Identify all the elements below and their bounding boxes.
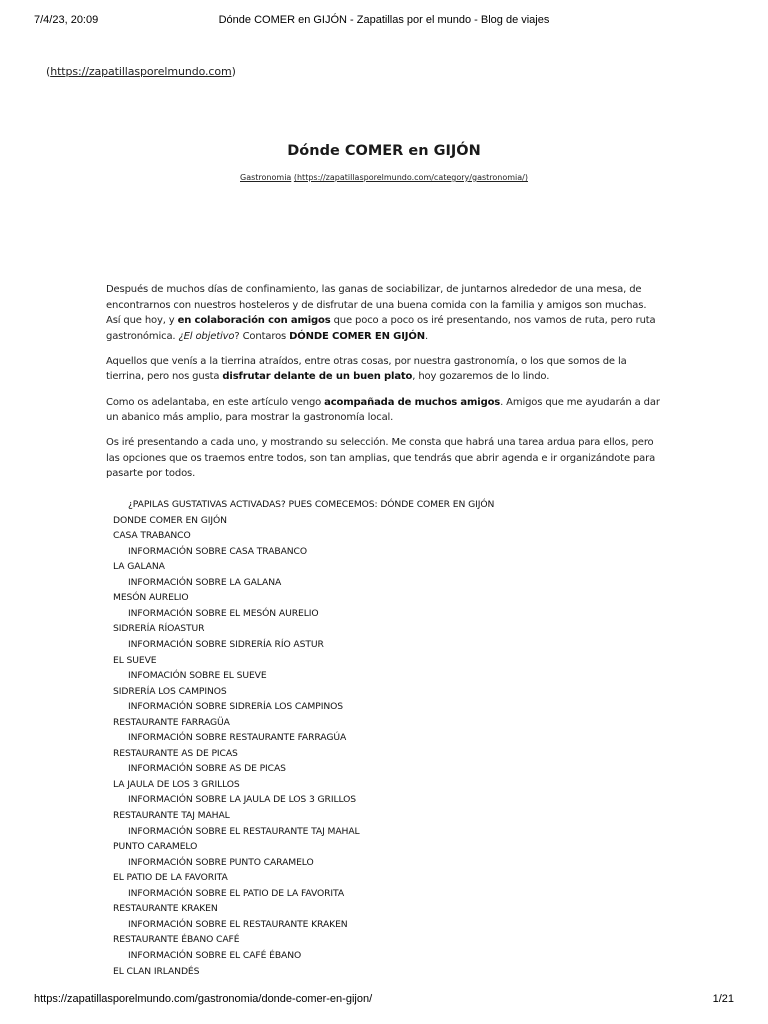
print-title: Dónde COMER en GIJÓN - Zapatillas por el mundo - Blog de viajes (218, 14, 550, 26)
toc-subsection-link[interactable]: INFORMACIÓN SOBRE LA GALANA (128, 576, 282, 588)
toc-section-link[interactable]: MESÓN AURELIO (113, 592, 189, 604)
p1-text-a: Después de muchos días de confinamiento, las ganas de sociabilizar, de juntarnos alrededor de una mesa, de encontrarnos con nuestros hosteleros y de disfrutar de una buena comida con la familia y amigos son muchas. Así que hoy, y (106, 284, 647, 327)
toc-subsection-link[interactable]: INFORMACIÓN SOBRE AS DE PICAS (128, 763, 286, 775)
p1-text-e: ? Contaros (234, 330, 290, 342)
paragraph-1 (106, 282, 660, 344)
toc-subsection-link[interactable]: INFORMACIÓN SOBRE PUNTO CARAMELO (128, 856, 314, 868)
toc-subsection-link[interactable]: INFORMACIÓN SOBRE SIDRERÍA LOS CAMPINOS (128, 701, 343, 713)
page-number: 1/21 (712, 993, 734, 1005)
toc-subsection-link[interactable]: INFORMACIÓN SOBRE CASA TRABANCO (128, 545, 307, 557)
category-url[interactable]: (https://zapatillasporelmundo.com/category/gastronomia/) (293, 173, 528, 182)
p3-text-a: Como os adelantaba, en este artículo vengo (106, 396, 325, 408)
p1-bold-collab: en colaboración con amigos (177, 315, 331, 327)
toc-section-link[interactable]: SIDRERÍA RÍOASTUR (113, 623, 205, 635)
toc-section-link[interactable]: DONDE COMER EN GIJÓN (113, 514, 227, 526)
toc-subsection-link[interactable]: INFORMACIÓN SOBRE EL RESTAURANTE KRAKEN (128, 918, 348, 930)
print-date: 7/4/23, 20:09 (34, 14, 99, 26)
toc-section-link[interactable]: RESTAURANTE AS DE PICAS (113, 747, 238, 759)
toc-section-link[interactable]: SIDRERÍA LOS CAMPINOS (113, 685, 227, 697)
p2-text-a: Aquellos que venís a la tierrina atraídos, entre otras cosas, por nuestra gastronomía, o los que somos de la tierrina, pero nos gusta (106, 355, 627, 383)
paragraph-4 (106, 435, 660, 482)
print-footer (0, 993, 768, 1009)
p1-text-g: . (424, 330, 428, 342)
p2-text-c: , hoy gozaremos de lo lindo. (412, 371, 550, 383)
toc-subsection-link[interactable]: INFORMACIÓN SOBRE EL MESÓN AURELIO (128, 607, 319, 619)
toc-section-link[interactable]: PUNTO CARAMELO (113, 841, 198, 853)
p4-text-a: Os iré presentando a cada uno, y mostrando su selección. Me consta que habrá una tarea ardua para ellos, pero las opciones que os traemos entre todos, son tan amplias, que tendrás que abrir agenda e ir organizándote para pasarte por todos. (106, 437, 656, 480)
toc-section-link[interactable]: EL PATIO DE LA FAVORITA (113, 872, 228, 884)
toc-subsection-link[interactable]: INFORMACIÓN SOBRE LA JAULA DE LOS 3 GRILLOS (128, 794, 357, 806)
article-body (106, 282, 660, 492)
toc-section-link[interactable]: RESTAURANTE KRAKEN (113, 903, 218, 915)
toc-section-link[interactable]: EL SUEVE (113, 654, 157, 666)
toc-subsection-link[interactable]: INFORMACIÓN SOBRE EL RESTAURANTE TAJ MAHAL (128, 825, 360, 837)
toc-subsection-link[interactable]: ¿PAPILAS GUSTATIVAS ACTIVADAS? PUES COMECEMOS: DÓNDE COMER EN GIJÓN (128, 499, 495, 510)
toc-section-link[interactable]: LA JAULA DE LOS 3 GRILLOS (113, 778, 240, 790)
toc-subsection-link[interactable]: INFOMACIÓN SOBRE EL SUEVE (128, 670, 267, 682)
toc-section-link[interactable]: RESTAURANTE TAJ MAHAL (113, 810, 230, 821)
category-label[interactable]: Gastronomia (240, 173, 292, 182)
toc-subsection-link[interactable]: INFORMACIÓN SOBRE RESTAURANTE FARRAGÚA (128, 732, 347, 744)
site-link-url[interactable]: https://zapatillasporelmundo.com (50, 65, 232, 78)
category-link[interactable] (0, 173, 768, 182)
p1-text-c: que poco a poco os iré presentando, nos vamos de ruta, pero ruta gastronómica. (106, 315, 656, 342)
toc-section-link[interactable]: LA GALANA (113, 561, 165, 573)
p1-bold-donde: DÓNDE COMER EN GIJÓN (289, 330, 425, 342)
site-link-close: ) (231, 65, 236, 78)
article-title: Dónde COMER en GIJÓN (287, 143, 481, 159)
p3-bold: acompañada de muchos amigos (324, 396, 501, 408)
p2-bold: disfrutar delante de un buen plato (222, 371, 413, 383)
paragraph-3 (106, 395, 660, 426)
site-link-open: ( (46, 65, 51, 78)
print-url: https://zapatillasporelmundo.com/gastronomia/donde-comer-en-gijon/ (34, 993, 373, 1005)
site-link[interactable] (46, 65, 236, 78)
toc-section-link[interactable]: RESTAURANTE FARRAGÜA (113, 716, 230, 728)
print-header (0, 14, 768, 30)
toc-section-link[interactable]: EL CLAN IRLANDÉS (113, 965, 200, 977)
p1-italic-objective: ¿El objetivo (178, 330, 235, 342)
toc-subsection-link[interactable]: INFORMACIÓN SOBRE EL CAFÉ ÉBANO (128, 949, 302, 961)
toc-section-link[interactable]: CASA TRABANCO (113, 530, 191, 542)
toc-section-link[interactable]: RESTAURANTE ÉBANO CAFÉ (113, 934, 240, 946)
toc-subsection-link[interactable]: INFORMACIÓN SOBRE EL PATIO DE LA FAVORITA (128, 887, 345, 899)
paragraph-2 (106, 354, 660, 385)
p3-text-c: . Amigos que me ayudarán a dar un abanico más amplio, para mostrar la gastronomía local. (106, 396, 660, 424)
toc-subsection-link[interactable]: INFORMACIÓN SOBRE SIDRERÍA RÍO ASTUR (128, 638, 324, 650)
